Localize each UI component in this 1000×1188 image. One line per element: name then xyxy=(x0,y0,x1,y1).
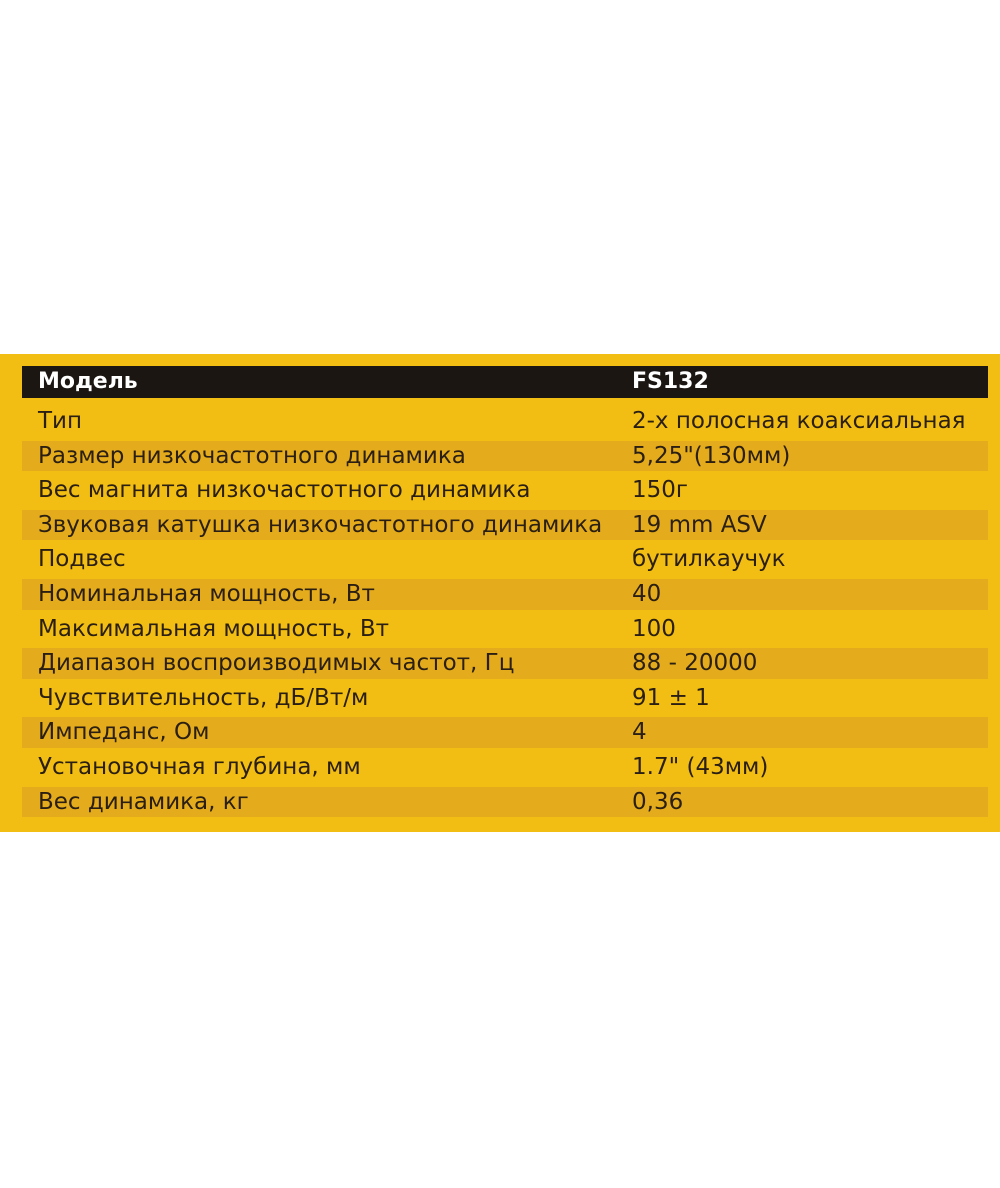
spec-label: Диапазон воспроизводимых частот, Гц xyxy=(38,650,515,677)
spec-table-body xyxy=(22,404,988,819)
spec-value: 150г xyxy=(632,477,688,504)
spec-label: Импеданс, Ом xyxy=(38,719,210,746)
spec-value: 88 - 20000 xyxy=(632,650,758,677)
spec-label: Номинальная мощность, Вт xyxy=(38,580,375,607)
spec-label: Тип xyxy=(38,408,83,434)
spec-row xyxy=(22,508,988,543)
spec-label: Вес магнита низкочастотного динамика xyxy=(38,477,531,504)
spec-row xyxy=(22,612,988,647)
spec-row xyxy=(22,750,988,785)
spec-row xyxy=(22,785,988,820)
spec-table-header xyxy=(22,366,988,398)
spec-value: 100 xyxy=(632,615,676,642)
spec-row xyxy=(22,542,988,577)
spec-panel xyxy=(0,354,1000,832)
spec-label: Звуковая катушка низкочастотного динамика xyxy=(38,511,603,538)
spec-row xyxy=(22,404,988,439)
spec-value: 40 xyxy=(632,580,662,607)
spec-row xyxy=(22,439,988,474)
spec-label: Подвес xyxy=(38,546,126,573)
spec-row xyxy=(22,577,988,612)
spec-label: Вес динамика, кг xyxy=(38,788,249,815)
spec-row xyxy=(22,681,988,716)
spec-label: Максимальная мощность, Вт xyxy=(38,615,389,642)
spec-value: 0,36 xyxy=(632,788,684,815)
spec-value: бутилкаучук xyxy=(632,546,786,573)
spec-row xyxy=(22,646,988,681)
spec-row xyxy=(22,473,988,508)
spec-label: Установочная глубина, мм xyxy=(38,753,361,780)
spec-value: 4 xyxy=(632,719,647,746)
spec-value: 1.7" (43мм) xyxy=(632,753,769,780)
spec-label: Размер низкочастотного динамика xyxy=(38,442,466,469)
spec-value: 5,25"(130мм) xyxy=(632,442,791,469)
spec-row xyxy=(22,715,988,750)
spec-label: Чувствительность, дБ/Вт/м xyxy=(38,684,369,711)
header-model-value: FS132 xyxy=(632,369,709,394)
spec-value: 19 mm ASV xyxy=(632,511,767,538)
spec-value: 91 ± 1 xyxy=(632,684,710,711)
header-label: Модель xyxy=(38,369,138,394)
spec-value: 2-х полосная коаксиальная xyxy=(632,408,966,434)
